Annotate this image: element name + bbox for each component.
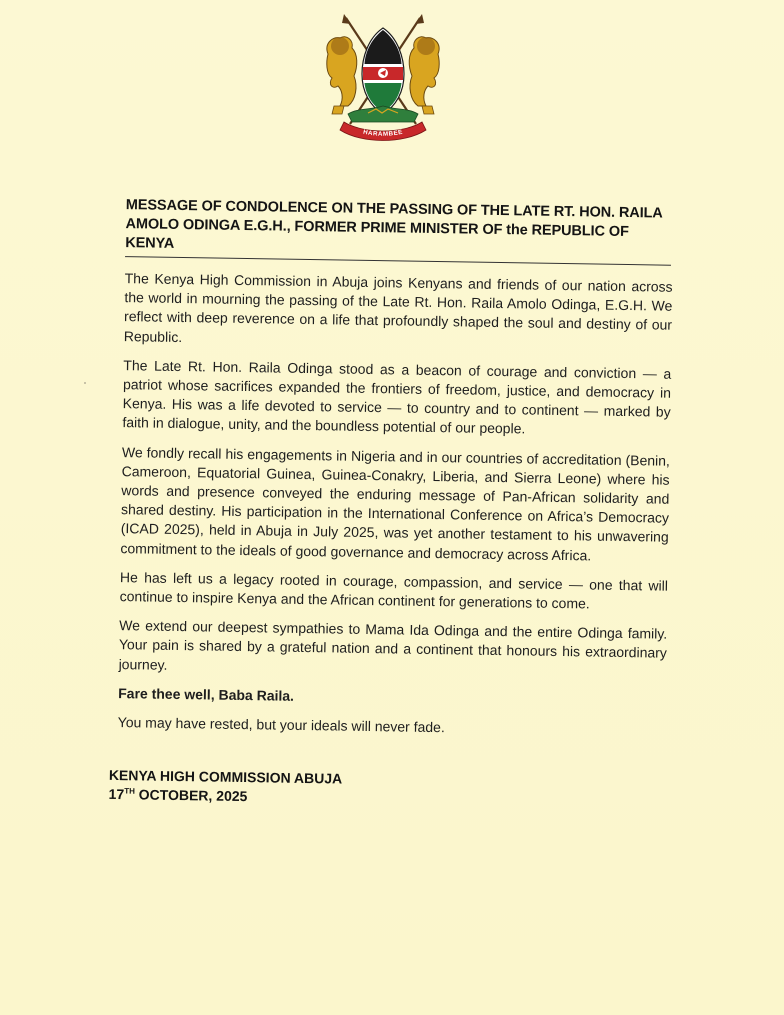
paragraph-2: The Late Rt. Hon. Raila Odinga stood as a beacon of courage and conviction — a patriot whose sacrifices expanded the frontiers of freedom, justice, and democracy in Kenya. His was a life devoted to service — to country and to continent — marked by faith in dialogue, unity, and the boundless potential of our people.: [122, 356, 672, 437]
signatory-name: KENYA HIGH COMMISSION ABUJA: [108, 767, 343, 787]
signature-block: [108, 766, 665, 813]
scan-speck: [84, 382, 86, 384]
letter-body: [108, 196, 673, 813]
closing-line: You may have rested, but your ideals will never fade.: [117, 714, 445, 736]
document-title: MESSAGE OF CONDOLENCE ON THE PASSING OF THE LATE RT. HON. RAILA AMOLO ODINGA E.G.H., FORMER PRIME MINISTER OF the REPUBLIC OF KENYA: [125, 197, 663, 252]
date-suffix: TH: [124, 786, 135, 796]
paragraph-3: We fondly recall his engagements in Nigeria and in our countries of accreditation (Benin, Cameroon, Equatorial Guinea, Guinea-Conakry, Liberia, and Sierra Leone) where his words and presence conveyed the enduring message of Pan-African solidarity and shared destiny. His participation in the International Conference on Africa’s Democracy (ICAD 2025), held in Abuja in July 2025, was yet another testament to his unwavering commitment to the ideals of good governance and democracy across Africa.: [120, 443, 671, 564]
date-rest: OCTOBER, 2025: [134, 786, 248, 805]
paragraph-4: He has left us a legacy rooted in courage, compassion, and service — one that will continue to inspire Kenya and the African continent for generations to come.: [119, 568, 669, 612]
farewell-line: Fare thee well, Baba Raila.: [118, 684, 295, 704]
paragraph-1: The Kenya High Commission in Abuja joins Kenyans and friends of our nation across the world in mourning the passing of the Late Rt. Hon. Raila Amolo Odinga, E.G.H. We reflect with deep reverence on a life that profoundly shaped the soul and destiny of our Republic.: [123, 270, 673, 345]
paragraph-5: We extend our deepest sympathies to Mama Ida Odinga and the entire Odinga family. Your pain is shared by a grateful nation and a continent that honours his extraordinary journey.: [118, 617, 668, 673]
date-day: 17: [108, 786, 125, 803]
kenya-coat-of-arms-icon: [318, 14, 448, 144]
crest-motto: HARAMBEE: [362, 128, 404, 138]
